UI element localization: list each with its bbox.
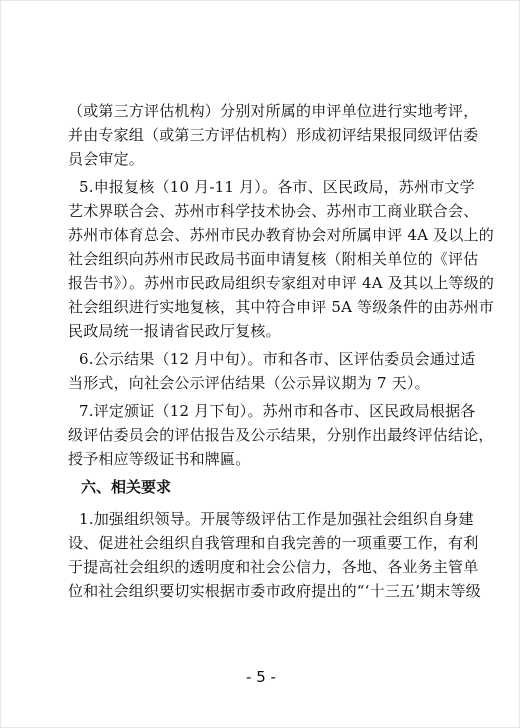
text-line: 于提高社会组织的透明度和社会公信力，各地、各业务主管单 bbox=[68, 558, 479, 576]
text-line: 报告书》）。苏州市民政局组织专家组对申评 4A 及其以上等级的 bbox=[68, 274, 495, 292]
text-line: 苏州市体育总会、苏州市民办教育协会对所属申评 4A 及以上的 bbox=[68, 226, 494, 244]
paragraph-certification bbox=[1, 399, 520, 471]
text-line: （或第三方评估机构）分别对所属的申评单位进行实地考评， bbox=[68, 102, 479, 120]
document-body bbox=[1, 99, 520, 607]
paragraph-evaluation-continued bbox=[1, 99, 520, 171]
section-heading: 六、相关要求 bbox=[81, 478, 172, 496]
paragraph-public-announcement bbox=[1, 347, 520, 395]
paragraph-organizational-leadership bbox=[1, 507, 520, 603]
page-number: - 5 - bbox=[246, 668, 276, 686]
text-line: 社会组织向苏州市民政局书面申请复核（附相关单位的《评估 bbox=[68, 250, 479, 268]
text-line: 民政局统一报请省民政厅复核。 bbox=[68, 322, 281, 340]
text-line: 设、促进社会组织自我管理和自我完善的一项重要工作，有利 bbox=[68, 534, 479, 552]
text-line: 员会审定。 bbox=[68, 150, 145, 168]
text-line: 授予相应等级证书和牌匾。 bbox=[68, 450, 251, 468]
paragraph-review-application bbox=[1, 175, 520, 343]
text-line: 艺术界联合会、苏州市科学技术协会、苏州市工商业联合会、 bbox=[68, 202, 479, 220]
text-line: 级评估委员会的评估报告及公示结果，分别作出最终评估结论， bbox=[68, 426, 494, 444]
text-line: 6.公示结果（12 月中旬）。市和各市、区评估委员会通过适 bbox=[79, 350, 476, 368]
text-line: 社会组织进行实地复核，其中符合申评 5A 等级条件的由苏州市 bbox=[68, 298, 494, 316]
text-line: 当形式，向社会公示评估结果（公示异议期为 7 天）。 bbox=[68, 374, 430, 392]
text-line: 7.评定颁证（12 月下旬）。苏州市和各市、区民政局根据各 bbox=[79, 402, 476, 420]
text-line: 位和社会组织要切实根据市委市政府提出的“‘十三五’期末等级 bbox=[68, 582, 482, 600]
text-line: 并由专家组（或第三方评估机构）形成初评结果报同级评估委 bbox=[68, 126, 479, 144]
text-line: 1.加强组织领导。开展等级评估工作是加强社会组织自身建 bbox=[79, 510, 474, 528]
text-line: 5.申报复核（10 月-11 月）。各市、区民政局，苏州市文学 bbox=[79, 178, 475, 196]
